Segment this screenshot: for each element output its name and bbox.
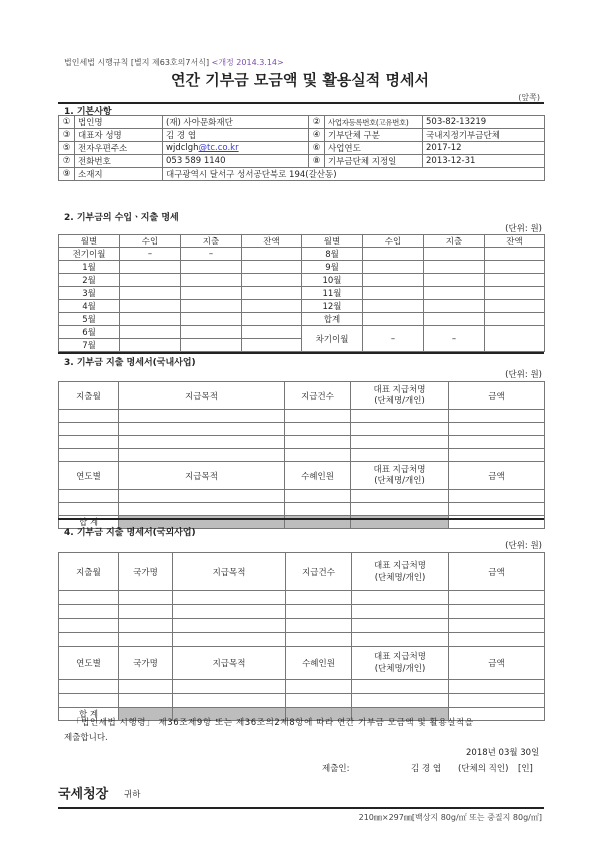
submitter-name: 김 경 엽 [411, 764, 442, 774]
basic-row-address: ⑨ 소재지 대구광역시 달서구 성서공단북로 194(갈산동) [59, 168, 545, 181]
table-row [59, 490, 545, 503]
table-row: 7월 [59, 339, 545, 352]
legal-reference: 법인세법 시행규칙 [별지 제63호의7서식] <개정 2014.3.14> [64, 58, 284, 67]
paper-spec: 210㎜×297㎜[백상지 80g/㎡ 또는 중질지 80g/㎡] [358, 813, 542, 822]
table-row: 전기이월 – – 8월 [59, 248, 545, 261]
table-header-row: 연도별 국가명 지급목적 수혜인원 대표 지급처명 (단체명/개인) 금액 [59, 647, 545, 680]
table-row: 6월 차기이월 – – [59, 326, 545, 339]
table-header-row: 월별 수입 지출 잔액 월별 수입 지출 잔액 [59, 235, 545, 248]
table-row [59, 605, 545, 619]
form-title: 연간 기부금 모금액 및 활용실적 명세서 [171, 71, 429, 89]
section1-title: 1. 기본사항 [64, 107, 112, 117]
section2-unit: (단위: 원) [505, 224, 542, 234]
table-row [59, 449, 545, 462]
email-link[interactable]: wjdclgh@tc.co.kr [166, 143, 239, 153]
section4-unit: (단위: 원) [505, 541, 542, 551]
section3-unit: (단위: 원) [505, 370, 542, 380]
basic-info-table [58, 115, 545, 181]
table-row [59, 503, 545, 516]
basic-row: ③ 대표자 성명 김 경 엽 ④ 기부단체 구분 국내지정기부금단체 [59, 129, 545, 142]
overseas-expense-table [58, 552, 545, 721]
basic-row: ① 법인명 (재) 사아문화재단 ② 사업자등록번호(고유번호) 503-82-13219 [59, 116, 545, 129]
table-row [59, 436, 545, 449]
submitter-label: 제출인: [322, 764, 350, 774]
section-divider [58, 518, 544, 520]
table-row [59, 633, 545, 647]
table-row: 2월 10월 [59, 274, 545, 287]
table-row [59, 680, 545, 694]
table-row [59, 694, 545, 708]
bottom-rule [58, 807, 544, 809]
table-row: 4월 12월 [59, 300, 545, 313]
table-row: 3월 11월 [59, 287, 545, 300]
domestic-expense-table [58, 381, 545, 529]
section3-title: 3. 기부금 지출 명세서(국내사업) [64, 358, 196, 368]
honorific: 귀하 [124, 790, 141, 800]
table-row [59, 591, 545, 605]
top-rule [58, 102, 544, 104]
seal-mark: [인] [518, 764, 533, 774]
table-row [59, 619, 545, 633]
table-header-row: 지출월 지급목적 지급건수 대표 지급처명 (단체명/개인) 금액 [59, 382, 545, 410]
basic-row: ⑦ 전화번호 053 589 1140 ⑧ 기부금단체 지정일 2013-12-31 [59, 155, 545, 168]
total-row: 합 계 [59, 516, 545, 529]
table-row [59, 423, 545, 436]
basic-row: ⑤ 전자우편주소 wjdclgh@tc.co.kr ⑥ 사업연도 2017-12 [59, 142, 545, 155]
table-header-row: 지출월 국가명 지급목적 지급건수 대표 지급처명 (단체명/개인) 금액 [59, 553, 545, 591]
section-divider [58, 352, 544, 354]
section2-title: 2. 기부금의 수입ㆍ지출 명세 [64, 213, 179, 223]
table-header-row: 연도별 지급목적 수혜인원 대표 지급처명 (단체명/개인) 금액 [59, 462, 545, 490]
addressee: 국세청장 [58, 787, 109, 802]
statement-line1: 「법인세법 시행령」 제36조제9항 또는 제36조의2제8항에 따라 연간 기부금 모금액 및 활용실적을 [72, 718, 474, 728]
income-expense-table [58, 234, 545, 352]
table-row: 5월 합계 [59, 313, 545, 326]
table-row: 1월 9월 [59, 261, 545, 274]
submission-date: 2018년 03월 30일 [466, 748, 540, 758]
front-side-label: (앞쪽) [518, 93, 540, 102]
submitter-seal-note: (단체의 직인) [458, 764, 509, 774]
section4-title: 4. 기부금 지출 명세서(국외사업) [64, 528, 196, 538]
statement-line2: 제출합니다. [64, 733, 108, 743]
total-row: 합 계 [59, 708, 545, 721]
table-row [59, 410, 545, 423]
